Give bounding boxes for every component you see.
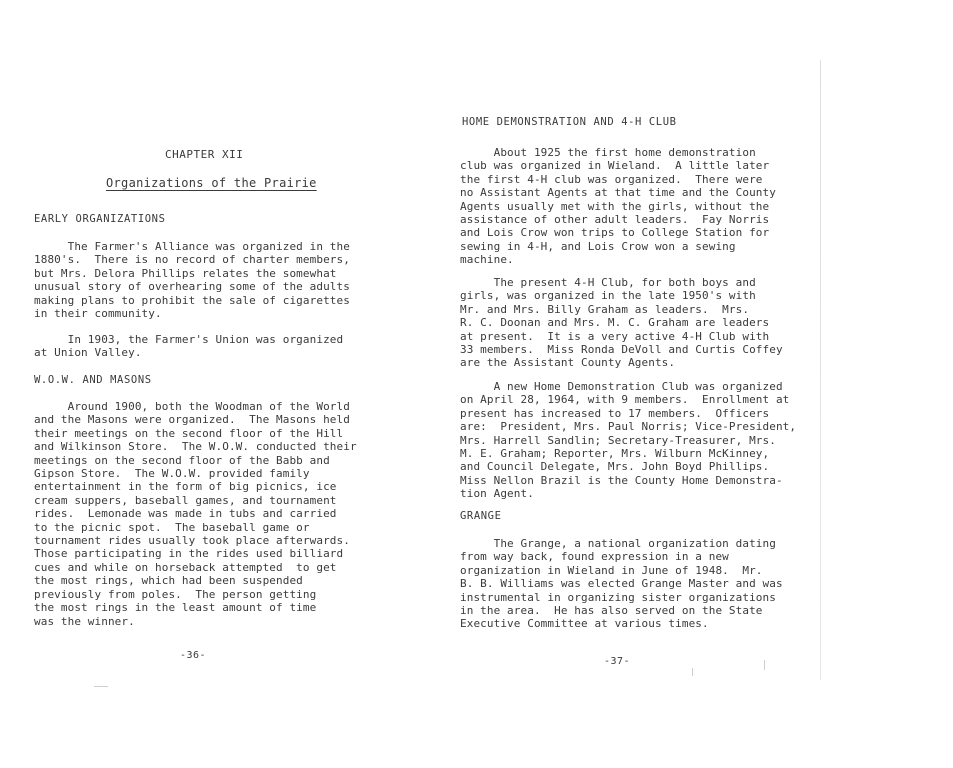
- left-page: [0, 0, 470, 768]
- paragraph-wow-masons: Around 1900, both the Woodman of the World and the Masons were organized. The Masons held their meetings on the second floor of the Hill and Wilkinson Store. The W.O.W. conducted their meetings on the second floor of the Babb and Gipson Store. The W.O.W. provided family entertainment in the form of big picnics, ice cream suppers, baseball games, and tournament rides. Lemonade was made in tubs and carried to the picnic spot. The baseball game or tournament rides usually took place afterwards. Those participating in the rides used billiard cues and while on horseback attempted to get the most rings, which had been suspended previously from poles. The person getting the most rings in the least amount of time was the winner.: [34, 400, 357, 628]
- section-heading-home-demonstration: HOME DEMONSTRATION AND 4-H CLUB: [462, 116, 677, 128]
- scan-mark: [94, 686, 108, 687]
- section-heading-grange: GRANGE: [460, 510, 502, 522]
- page-number-right: -37-: [604, 656, 631, 667]
- right-page: [420, 0, 953, 768]
- paragraph-first-home-demonstration: About 1925 the first home demonstration club was organized in Wieland. A little later the first 4-H club was organized. There were no Assistant Agents at that time and the County Agents usually met with the girls, without the assistance of other adult leaders. Fay Norris and Lois Crow won trips to College Station for sewing in 4-H, and Lois Crow won a sewing machine.: [460, 146, 776, 267]
- paragraph-farmers-union: In 1903, the Farmer's Union was organized at Union Valley.: [34, 333, 344, 360]
- paragraph-farmers-alliance: The Farmer's Alliance was organized in the 1880's. There is no record of charter members, but Mrs. Delora Phillips relates the somewhat unusual story of overhearing some of the adults making plans to prohibit the sale of cigarettes in their community.: [34, 240, 350, 321]
- section-heading-early-organizations: EARLY ORGANIZATIONS: [34, 213, 166, 225]
- paragraph-new-home-demonstration: A new Home Demonstration Club was organized on April 28, 1964, with 9 members. Enrollment at present has increased to 17 members. Officers are: President, Mrs. Paul Norris; Vice-President, Mrs. Harrell Sandlin; Secretary-Treasurer, Mrs. M. E. Graham; Reporter, Mrs. Wilburn McKinney, and Council Delegate, Mrs. John Boyd Phillips. Miss Nellon Brazil is the County Home Demonstra- tion Agent.: [460, 380, 797, 501]
- scan-mark: [764, 660, 765, 670]
- chapter-title: CHAPTER XII: [165, 148, 244, 161]
- paragraph-present-4h-club: The present 4-H Club, for both boys and girls, was organized in the late 1950's with Mr. and Mrs. Billy Graham as leaders. Mrs. R. C. Doonan and Mrs. M. C. Graham are leaders at present. It is a very active 4-H Club with 33 members. Miss Ronda DeVoll and Curtis Coffey are the Assistant County Agents.: [460, 276, 783, 370]
- paragraph-grange: The Grange, a national organization dating from way back, found expression in a new organization in Wieland in June of 1948. Mr. B. B. Williams was elected Grange Master and was instrumental in organizing sister organizations in the area. He has also served on the State Executive Committee at various times.: [460, 537, 783, 631]
- page-number-left: -36-: [180, 650, 207, 661]
- chapter-subtitle: Organizations of the Prairie: [106, 176, 317, 190]
- section-heading-wow-masons: W.O.W. AND MASONS: [34, 374, 152, 386]
- scan-mark: [692, 668, 693, 676]
